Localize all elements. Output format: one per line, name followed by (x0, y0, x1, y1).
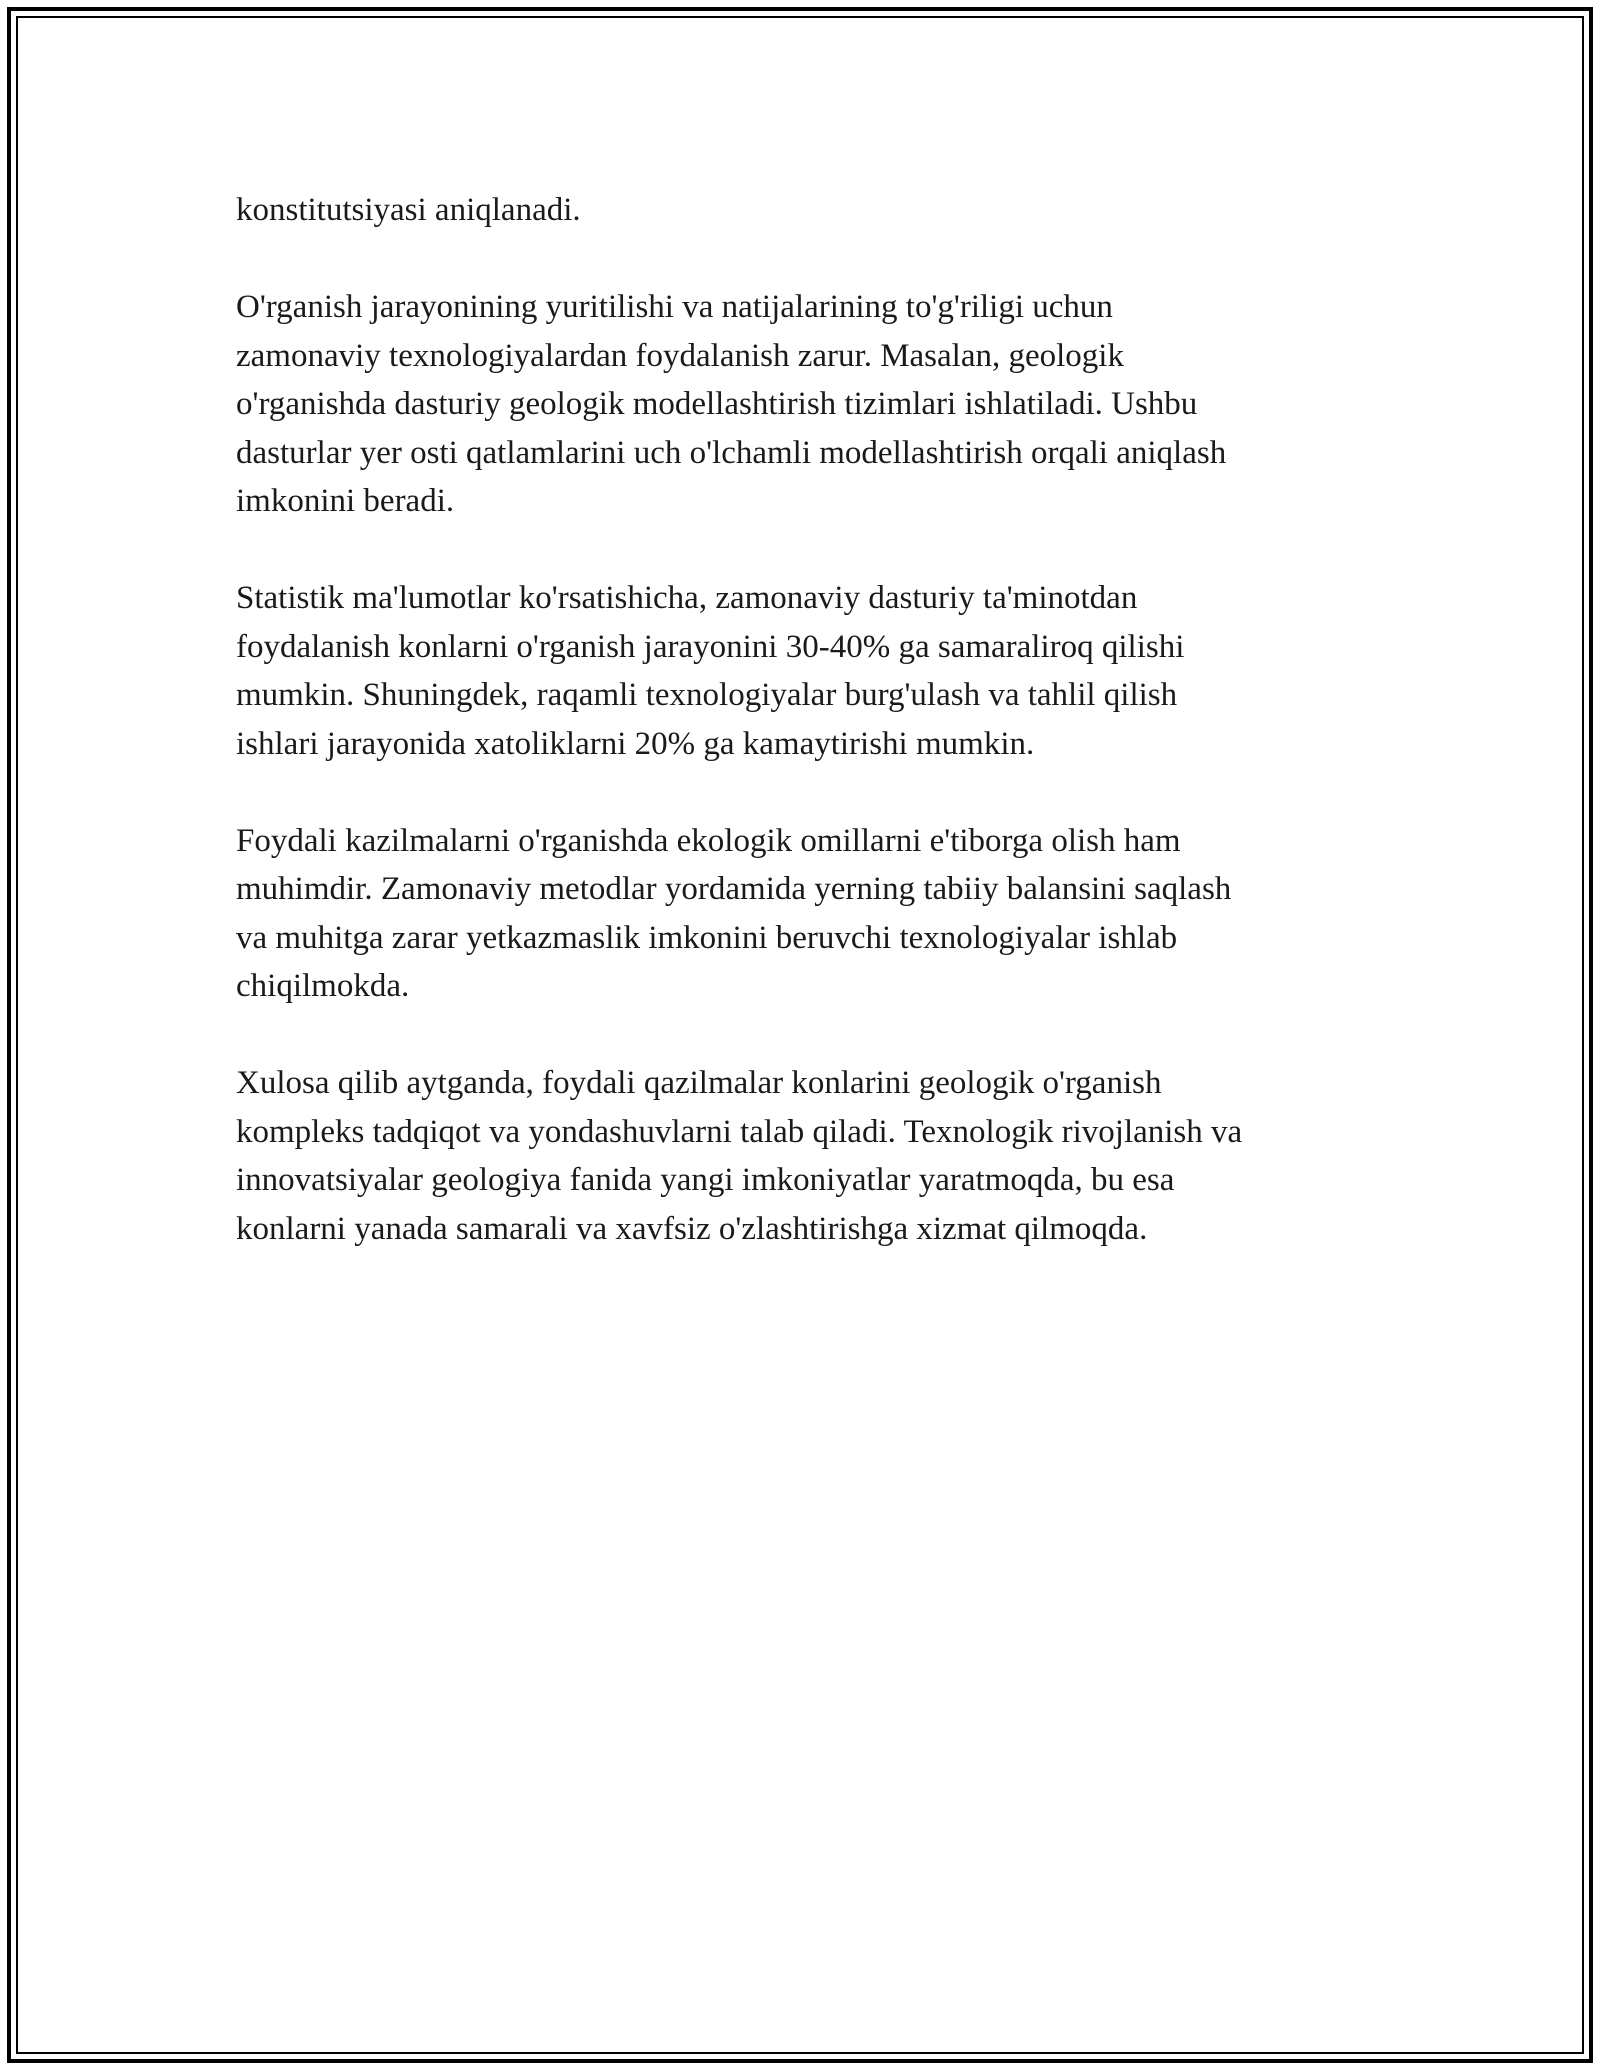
text-line: Statistik ma'lumotlar ko'rsatishicha, zamonaviy dasturiy ta'minotdan (236, 580, 1138, 616)
paragraph-3 (236, 574, 1366, 768)
text-line: O'rganish jarayonining yuritilishi va natijalarining to'g'riligi uchun (236, 289, 1113, 325)
text-line: konlarni yanada samarali va xavfsiz o'zlashtirishga xizmat qilmoqda. (236, 1210, 1148, 1247)
text-line: innovatsiyalar geologiya fanida yangi imkoniyatlar yaratmoqda, bu esa (236, 1162, 1175, 1198)
paragraph-2 (236, 283, 1366, 526)
text-line: konstitutsiyasi aniqlanadi. (236, 192, 581, 228)
text-line: mumkin. Shuningdek, raqamli texnologiyalar burg'ulash va tahlil qilish (236, 677, 1178, 713)
text-line: foydalanish konlarni o'rganish jarayonini 30-40% ga samaraliroq qilishi (236, 628, 1185, 665)
paragraph-1 (236, 186, 1366, 235)
text-line: o'rganishda dasturiy geologik modellashtirish tizimlari ishlatiladi. Ushbu (236, 386, 1198, 422)
paragraph-4 (236, 817, 1366, 1011)
text-line: va muhitga zarar yetkazmaslik imkonini beruvchi texnologiyalar ishlab (236, 919, 1178, 956)
text-line: Xulosa qilib aytganda, foydali qazilmalar konlarini geologik o'rganish (236, 1065, 1162, 1101)
text-line: kompleks tadqiqot va yondashuvlarni talab qiladi. Texnologik rivojlanish va (236, 1113, 1243, 1150)
text-line: chiqilmokda. (236, 968, 410, 1004)
text-line: imkonini beradi. (236, 483, 455, 519)
document-body (236, 186, 1366, 1302)
text-line: zamonaviy texnologiyalardan foydalanish zarur. Masalan, geologik (236, 337, 1124, 374)
text-line: Foydali kazilmalarni o'rganishda ekologik omillarni e'tiborga olish ham (236, 822, 1181, 859)
text-line: ishlari jarayonida xatoliklarni 20% ga kamaytirishi mumkin. (236, 725, 1035, 762)
text-line: dasturlar yer osti qatlamlarini uch o'lchamli modellashtirish orqali aniqlash (236, 434, 1227, 471)
paragraph-5 (236, 1059, 1366, 1253)
text-line: muhimdir. Zamonaviy metodlar yordamida yerning tabiiy balansini saqlash (236, 871, 1232, 907)
